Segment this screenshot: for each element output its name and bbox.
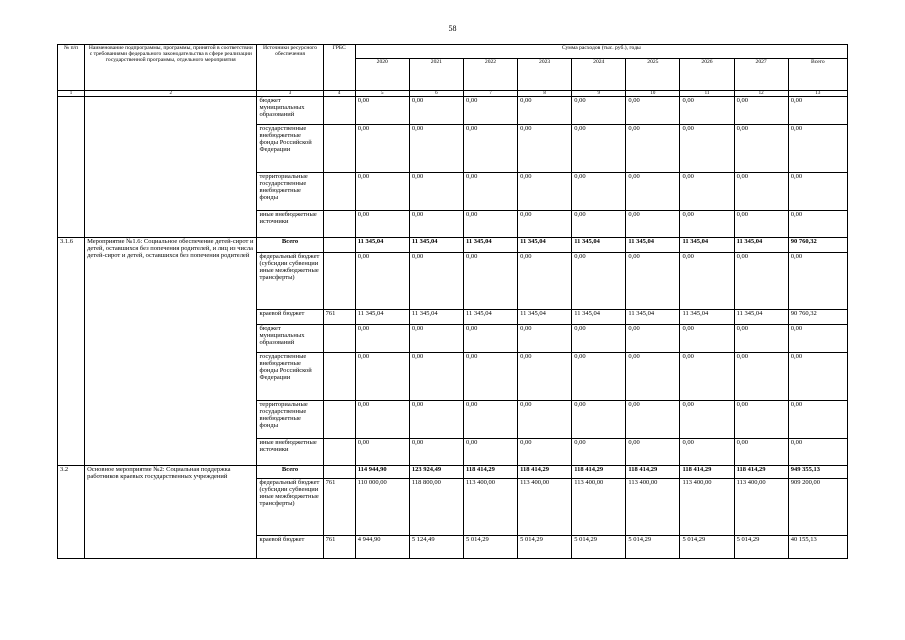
- year-value: 11 345,04: [626, 310, 680, 325]
- column-number: 8: [518, 91, 572, 97]
- row-description: [85, 97, 257, 238]
- year-value: 0,00: [572, 173, 626, 211]
- year-value: 4 944,90: [355, 536, 409, 559]
- year-value: 11 345,04: [463, 310, 517, 325]
- header-total: Всего: [788, 59, 847, 91]
- year-value: 0,00: [734, 173, 788, 211]
- year-value: 0,00: [680, 325, 734, 353]
- year-value: 0,00: [626, 173, 680, 211]
- year-value: 11 345,04: [518, 310, 572, 325]
- year-value: 0,00: [572, 211, 626, 238]
- year-value: 0,00: [572, 325, 626, 353]
- year-value: 5 014,29: [463, 536, 517, 559]
- year-value: 0,00: [409, 173, 463, 211]
- year-value: 0,00: [734, 401, 788, 439]
- year-value: 0,00: [409, 401, 463, 439]
- column-number: 9: [572, 91, 626, 97]
- year-value: 5 014,29: [518, 536, 572, 559]
- year-value: 113 400,00: [680, 479, 734, 536]
- total-value: 0,00: [788, 173, 847, 211]
- total-value: 90 760,32: [788, 238, 847, 253]
- year-value: 0,00: [355, 211, 409, 238]
- total-value: 0,00: [788, 325, 847, 353]
- year-value: 0,00: [572, 401, 626, 439]
- year-value: 0,00: [572, 253, 626, 310]
- column-number: 4: [323, 91, 355, 97]
- row-index: 3.1.6: [58, 238, 85, 466]
- row-index: [58, 97, 85, 238]
- year-value: 118 414,29: [626, 466, 680, 479]
- year-value: 0,00: [626, 353, 680, 401]
- year-value: 0,00: [572, 353, 626, 401]
- row-description: Мероприятие №1.6: Социальное обеспечение детей-сирот и детей, оставшихся без попечения родителей, и лиц из числа детей-сирот и детей, оставшихся без попечения родителей: [85, 238, 257, 466]
- year-value: 0,00: [734, 211, 788, 238]
- funding-source: федеральный бюджет (субсидии субвенции иные межбюджетные трансферты): [257, 479, 323, 536]
- year-value: 5 014,29: [572, 536, 626, 559]
- year-value: 0,00: [409, 325, 463, 353]
- column-number: 7: [463, 91, 517, 97]
- total-value: 0,00: [788, 125, 847, 173]
- year-value: 0,00: [463, 211, 517, 238]
- year-value: 0,00: [680, 97, 734, 125]
- year-value: 0,00: [626, 211, 680, 238]
- funding-source: краевой бюджет: [257, 310, 323, 325]
- year-value: 0,00: [355, 253, 409, 310]
- year-value: 123 924,49: [409, 466, 463, 479]
- header-year: 2025: [626, 59, 680, 91]
- year-value: 0,00: [518, 353, 572, 401]
- year-value: 11 345,04: [518, 238, 572, 253]
- year-value: 11 345,04: [409, 310, 463, 325]
- year-value: 0,00: [463, 253, 517, 310]
- column-number: 12: [734, 91, 788, 97]
- year-value: 0,00: [734, 353, 788, 401]
- year-value: 0,00: [409, 97, 463, 125]
- header-year: 2020: [355, 59, 409, 91]
- year-value: 0,00: [680, 211, 734, 238]
- header-year: 2021: [409, 59, 463, 91]
- year-value: 11 345,04: [572, 310, 626, 325]
- year-value: 5 014,29: [626, 536, 680, 559]
- total-value: 0,00: [788, 211, 847, 238]
- funding-source: государственные внебюджетные фонды Российской Федерации: [257, 125, 323, 173]
- year-value: 11 345,04: [680, 238, 734, 253]
- column-number: 13: [788, 91, 847, 97]
- year-value: 118 414,29: [463, 466, 517, 479]
- year-value: 0,00: [409, 253, 463, 310]
- funding-source: федеральный бюджет (субсидии субвенции иные межбюджетные трансферты): [257, 253, 323, 310]
- header-year: 2024: [572, 59, 626, 91]
- year-value: 0,00: [734, 125, 788, 173]
- year-value: 0,00: [518, 401, 572, 439]
- funding-source: бюджет муниципальных образований: [257, 97, 323, 125]
- grbs-code: [323, 253, 355, 310]
- total-value: 40 155,13: [788, 536, 847, 559]
- funding-source: иные внебюджетные источники: [257, 211, 323, 238]
- grbs-code: [323, 439, 355, 466]
- column-number: 10: [626, 91, 680, 97]
- year-value: 0,00: [518, 253, 572, 310]
- header-year: 2023: [518, 59, 572, 91]
- year-value: 0,00: [463, 173, 517, 211]
- year-value: 0,00: [734, 97, 788, 125]
- year-value: 5 014,29: [680, 536, 734, 559]
- year-value: 118 414,29: [518, 466, 572, 479]
- total-value: 0,00: [788, 253, 847, 310]
- year-value: 0,00: [355, 173, 409, 211]
- year-value: 0,00: [734, 439, 788, 466]
- year-value: 0,00: [572, 97, 626, 125]
- year-value: 0,00: [680, 439, 734, 466]
- grbs-code: 761: [323, 536, 355, 559]
- column-number: 11: [680, 91, 734, 97]
- year-value: 0,00: [734, 325, 788, 353]
- total-value: 909 200,00: [788, 479, 847, 536]
- row-description: Основное мероприятие №2: Социальная поддержка работников краевых государственных учреждений: [85, 466, 257, 559]
- total-value: 949 355,13: [788, 466, 847, 479]
- year-value: 11 345,04: [680, 310, 734, 325]
- year-value: 0,00: [518, 211, 572, 238]
- total-value: 0,00: [788, 353, 847, 401]
- year-value: 0,00: [680, 125, 734, 173]
- year-value: 0,00: [734, 253, 788, 310]
- year-value: 11 345,04: [734, 238, 788, 253]
- year-value: 0,00: [463, 401, 517, 439]
- funding-source: Всего: [257, 466, 323, 479]
- year-value: 118 414,29: [572, 466, 626, 479]
- year-value: 11 345,04: [355, 238, 409, 253]
- header-year: 2027: [734, 59, 788, 91]
- total-value: 90 760,32: [788, 310, 847, 325]
- year-value: 0,00: [680, 401, 734, 439]
- header-num: № п/п: [58, 45, 85, 91]
- grbs-code: [323, 125, 355, 173]
- year-value: 0,00: [572, 439, 626, 466]
- year-value: 0,00: [355, 325, 409, 353]
- funding-source: территориальные государственные внебюджетные фонды: [257, 401, 323, 439]
- year-value: 11 345,04: [409, 238, 463, 253]
- grbs-code: [323, 353, 355, 401]
- year-value: 0,00: [680, 173, 734, 211]
- year-value: 0,00: [463, 353, 517, 401]
- year-value: 113 400,00: [518, 479, 572, 536]
- year-value: 0,00: [463, 439, 517, 466]
- year-value: 0,00: [626, 253, 680, 310]
- year-value: 0,00: [626, 97, 680, 125]
- header-year: 2026: [680, 59, 734, 91]
- budget-table: [57, 44, 848, 559]
- column-number: 1: [58, 91, 85, 97]
- year-value: 0,00: [518, 439, 572, 466]
- year-value: 0,00: [626, 325, 680, 353]
- year-value: 0,00: [518, 97, 572, 125]
- table-row: [58, 238, 848, 253]
- year-value: 113 400,00: [463, 479, 517, 536]
- year-value: 113 400,00: [734, 479, 788, 536]
- year-value: 0,00: [409, 439, 463, 466]
- funding-source: Всего: [257, 238, 323, 253]
- year-value: 118 414,29: [734, 466, 788, 479]
- header-grbs: ГРБС: [323, 45, 355, 91]
- funding-source: территориальные государственные внебюджетные фонды: [257, 173, 323, 211]
- year-value: 11 345,04: [734, 310, 788, 325]
- year-value: 0,00: [409, 125, 463, 173]
- year-value: 0,00: [355, 353, 409, 401]
- grbs-code: 761: [323, 479, 355, 536]
- year-value: 0,00: [355, 97, 409, 125]
- year-value: 0,00: [680, 353, 734, 401]
- year-value: 113 400,00: [626, 479, 680, 536]
- grbs-code: [323, 325, 355, 353]
- year-value: 0,00: [355, 125, 409, 173]
- year-value: 114 944,90: [355, 466, 409, 479]
- table-row: [58, 466, 848, 479]
- year-value: 0,00: [518, 325, 572, 353]
- table-body: [58, 97, 848, 559]
- year-value: 0,00: [355, 401, 409, 439]
- year-value: 0,00: [626, 125, 680, 173]
- grbs-code: [323, 97, 355, 125]
- grbs-code: 761: [323, 310, 355, 325]
- header-sum-group: Сумма расходов (тыс. руб.), годы: [355, 45, 847, 59]
- year-value: 0,00: [626, 401, 680, 439]
- year-value: 11 345,04: [355, 310, 409, 325]
- year-value: 118 800,00: [409, 479, 463, 536]
- table-row: [58, 97, 848, 125]
- column-number: 3: [257, 91, 323, 97]
- header-year: 2022: [463, 59, 517, 91]
- year-value: 0,00: [409, 353, 463, 401]
- year-value: 113 400,00: [572, 479, 626, 536]
- year-value: 0,00: [518, 173, 572, 211]
- year-value: 0,00: [463, 97, 517, 125]
- year-value: 0,00: [518, 125, 572, 173]
- grbs-code: [323, 211, 355, 238]
- year-value: 5 124,49: [409, 536, 463, 559]
- grbs-code: [323, 466, 355, 479]
- funding-source: государственные внебюджетные фонды Российской Федерации: [257, 353, 323, 401]
- total-value: 0,00: [788, 401, 847, 439]
- year-value: 0,00: [355, 439, 409, 466]
- page-number: 58: [448, 24, 457, 33]
- year-value: 0,00: [409, 211, 463, 238]
- year-value: 11 345,04: [463, 238, 517, 253]
- year-value: 0,00: [463, 125, 517, 173]
- column-number: 5: [355, 91, 409, 97]
- year-value: 11 345,04: [626, 238, 680, 253]
- year-value: 110 000,00: [355, 479, 409, 536]
- row-index: 3.2: [58, 466, 85, 559]
- column-number: 6: [409, 91, 463, 97]
- year-value: 0,00: [680, 253, 734, 310]
- grbs-code: [323, 401, 355, 439]
- funding-source: краевой бюджет: [257, 536, 323, 559]
- year-value: 0,00: [463, 325, 517, 353]
- year-value: 5 014,29: [734, 536, 788, 559]
- funding-source: иные внебюджетные источники: [257, 439, 323, 466]
- header-source: Источники ресурсного обеспечения: [257, 45, 323, 91]
- header-name: Наименование подпрограммы, программы, принятой в соответствии с требованиями федерального законодательства в сфере реализации государственной программы, отдельного мероприятия: [85, 45, 257, 91]
- year-value: 118 414,29: [680, 466, 734, 479]
- total-value: 0,00: [788, 97, 847, 125]
- year-value: 11 345,04: [572, 238, 626, 253]
- year-value: 0,00: [572, 125, 626, 173]
- column-number: 2: [85, 91, 257, 97]
- funding-source: бюджет муниципальных образований: [257, 325, 323, 353]
- grbs-code: [323, 238, 355, 253]
- year-value: 0,00: [626, 439, 680, 466]
- grbs-code: [323, 173, 355, 211]
- total-value: 0,00: [788, 439, 847, 466]
